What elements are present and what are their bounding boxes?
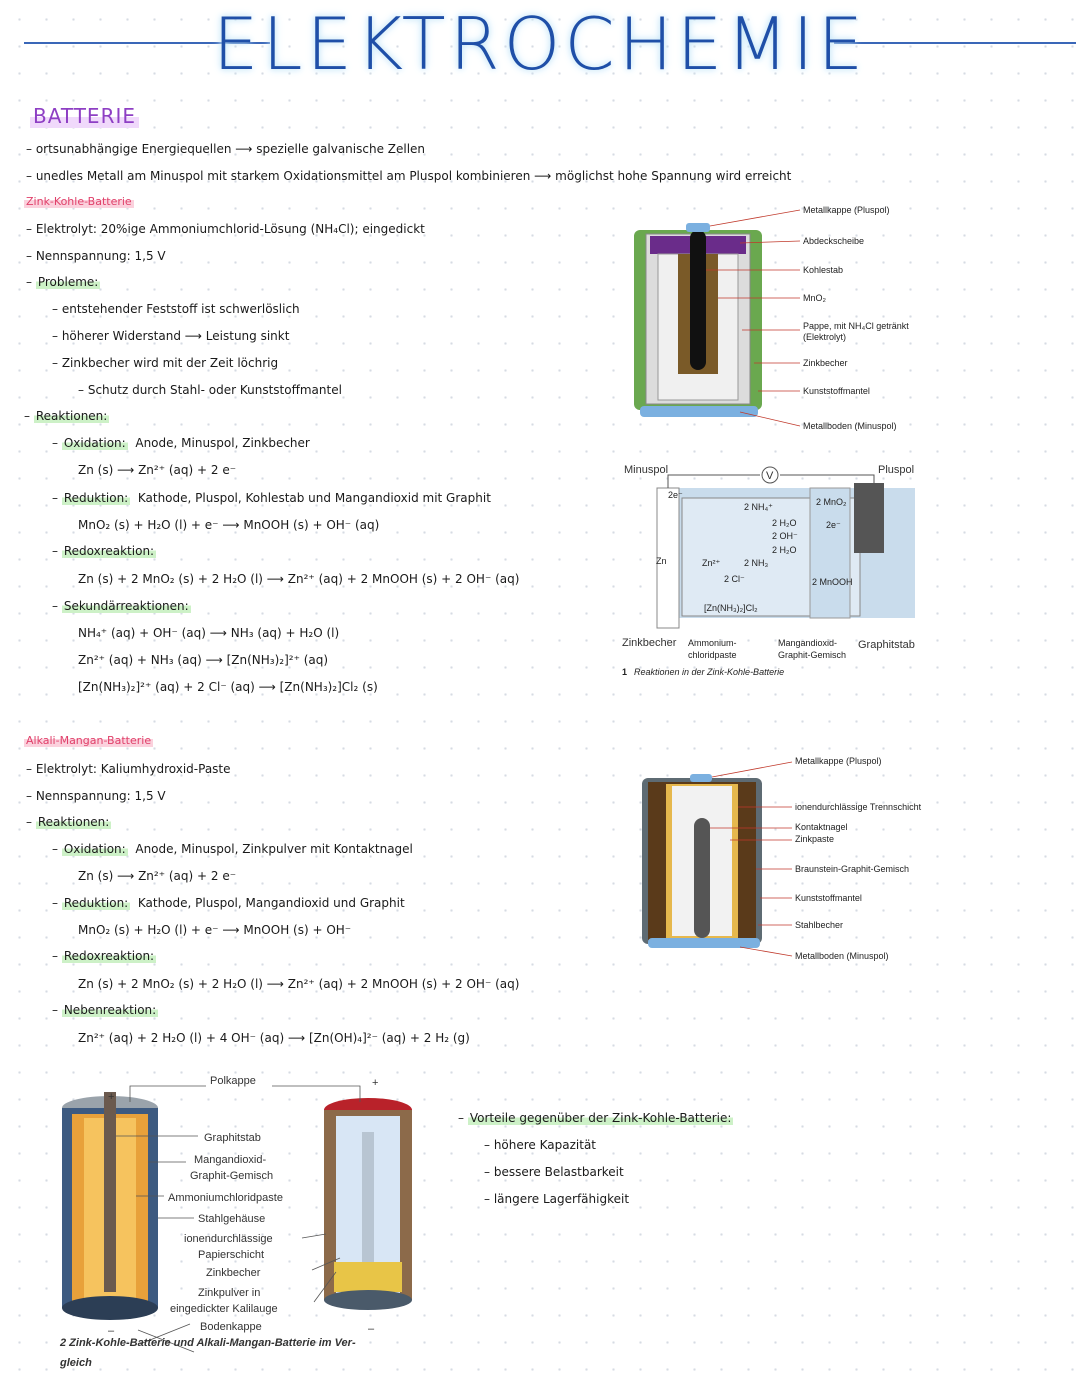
shape-kontaktnagel — [694, 818, 710, 938]
fig4-ionen-2: Papierschicht — [198, 1249, 265, 1261]
fig4-polkappe: Polkappe — [210, 1075, 256, 1087]
zk-sekundaer — [52, 599, 191, 613]
fig4-minus-left: – — [108, 1325, 115, 1337]
am-oxidation — [52, 842, 413, 856]
am-red-text: Kathode, Pluspol, Mangandioxid und Graphit — [137, 896, 405, 910]
fig1-label-abdeckscheibe: Abdeckscheibe — [803, 236, 865, 246]
am-ox-text: Anode, Minuspol, Zinkpulver mit Kontaktnagel — [135, 842, 413, 856]
fig1-label-kunststoffmantel: Kunststoffmantel — [803, 386, 870, 396]
vorteile-heading-text: Vorteile gegenüber der Zink-Kohle-Batterie: — [469, 1111, 732, 1125]
fig2-v: V — [766, 470, 774, 482]
fig2-ammonium-2: chloridpaste — [688, 650, 737, 660]
section-heading-batterie: BATTERIE — [30, 104, 139, 128]
shape-am-kontaktnagel — [362, 1132, 374, 1282]
am-redox-equation: Zn (s) + 2 MnO₂ (s) + 2 H₂O (l) ⟶ Zn²⁺ (aq) + 2 MnOOH (s) + 2 OH⁻ (aq) — [78, 977, 520, 991]
heading-zink-kohle: Zink-Kohle-Batterie — [26, 195, 132, 208]
zk-red-text: Kathode, Pluspol, Kohlestab und Mangandioxid mit Graphit — [137, 491, 491, 505]
am-red-equation: MnO₂ (s) + H₂O (l) + e⁻ ⟶ MnOOH (s) + OH⁻ — [78, 923, 352, 937]
zk-probleme-text: Probleme: — [37, 275, 99, 289]
fig1-label-elektrolyt: (Elektrolyt) — [803, 332, 847, 342]
am-neben-label: Nebenreaktion: — [63, 1003, 157, 1017]
wire-right — [780, 475, 874, 483]
shape-metallboden-am — [648, 938, 760, 948]
heading-alkali-mangan: Alkali-Mangan-Batterie — [26, 734, 152, 747]
vorteile-item-2: – bessere Belastbarkeit — [484, 1165, 624, 1179]
shape-am-trennschicht — [334, 1262, 402, 1292]
fig3-label-braunstein: Braunstein-Graphit-Gemisch — [795, 864, 910, 874]
fig2-oh: 2 OH⁻ — [772, 531, 798, 541]
fig2-cl: 2 Cl⁻ — [724, 574, 745, 584]
am-redox-label: Redoxreaktion: — [63, 949, 155, 963]
zk-sek-eq-1: NH₄⁺ (aq) + OH⁻ (aq) ⟶ NH₃ (aq) + H₂O (l) — [78, 626, 340, 640]
fig4-ammonium: Ammoniumchloridpaste — [168, 1192, 283, 1204]
fig2-caption: Reaktionen in der Zink-Kohle-Batterie — [634, 667, 785, 677]
fig2-h2o-1: 2 H₂O — [772, 518, 797, 528]
am-ox-equation: Zn (s) ⟶ Zn²⁺ (aq) + 2 e⁻ — [78, 869, 237, 883]
fig3-label-kunststoffmantel: Kunststoffmantel — [795, 893, 862, 903]
fig1-label-metallboden: Metallboden (Minuspol) — [803, 421, 897, 431]
am-reaktionen-text: Reaktionen: — [37, 815, 110, 829]
fig4-stahl: Stahlgehäuse — [198, 1213, 266, 1225]
zk-ox-equation: Zn (s) ⟶ Zn²⁺ (aq) + 2 e⁻ — [78, 463, 237, 477]
zk-elektrolyt: – Elektrolyt: 20%ige Ammoniumchlorid-Lösung (NH₄Cl); eingedickt — [26, 222, 425, 236]
intro-line-2: – unedles Metall am Minuspol mit starkem Oxidationsmittel am Pluspol kombinieren ⟶ möglichst hohe Spannung wird erreicht — [26, 169, 791, 183]
fig2-mangan-2: Graphit-Gemisch — [778, 650, 847, 660]
shape-zk-graphitstab — [104, 1092, 116, 1292]
fig4-ionen-1: ionendurchlässige — [184, 1233, 273, 1245]
fig3-label-stahlbecher: Stahlbecher — [795, 920, 844, 930]
fig2-h2o-2: 2 H₂O — [772, 545, 797, 555]
fig1-label-mno2: MnO₂ — [803, 293, 826, 303]
zk-redox-equation: Zn (s) + 2 MnO₂ (s) + 2 H₂O (l) ⟶ Zn²⁺ (aq) + 2 MnOOH (s) + 2 OH⁻ (aq) — [78, 572, 520, 586]
am-reaktionen-label — [26, 815, 111, 829]
fig4-zinkpulver-1: Zinkpulver in — [198, 1287, 261, 1299]
am-elektrolyt: – Elektrolyt: Kaliumhydroxid-Paste — [26, 762, 231, 776]
zk-sek-eq-3: [Zn(NH₃)₂]²⁺ (aq) + 2 Cl⁻ (aq) ⟶ [Zn(NH₃)₂]Cl₂ (s) — [78, 680, 378, 694]
fig2-e-left: 2e⁻ — [668, 490, 683, 500]
fig2-complex: [Zn(NH₃)₂]Cl₂ — [704, 603, 758, 613]
fig2-minuspol: Minuspol — [624, 464, 669, 476]
fig2-caption-num: 1 — [622, 667, 628, 677]
shape-kohlestab — [690, 230, 706, 370]
fig4-mangan-2: Graphit-Gemisch — [190, 1170, 274, 1182]
shape-metallkappe — [686, 223, 710, 232]
fig4-zinkpulver-2: eingedickter Kalilauge — [170, 1303, 278, 1315]
fig3-label-zinkpaste: Zinkpaste — [795, 834, 835, 844]
am-redox — [52, 949, 156, 963]
zk-problem-2: – höherer Widerstand ⟶ Leistung sinkt — [52, 329, 289, 343]
wire-left — [668, 475, 760, 488]
shape-metallboden — [640, 406, 758, 417]
zk-sek-label: Sekundärreaktionen: — [63, 599, 189, 613]
fig4-plus-left: + — [108, 1091, 115, 1103]
zk-red-equation: MnO₂ (s) + H₂O (l) + e⁻ ⟶ MnOOH (s) + OH⁻ (aq) — [78, 518, 380, 532]
fig2-zn: Zn — [656, 556, 667, 566]
vorteile-item-3: – längere Lagerfähigkeit — [484, 1192, 629, 1206]
fig2-mno2: 2 MnO₂ — [816, 497, 847, 507]
zk-sek-eq-2: Zn²⁺ (aq) + NH₃ (aq) ⟶ [Zn(NH₃)₂]²⁺ (aq) — [78, 653, 329, 667]
page-title: ELEKTROCHEMIE — [212, 2, 868, 86]
fig3-label-metallkappe: Metallkappe (Pluspol) — [795, 756, 882, 766]
zk-redox — [52, 544, 156, 558]
fig2-pluspol: Pluspol — [878, 464, 915, 476]
zk-reduktion — [52, 491, 491, 505]
fig4-graphitstab: Graphitstab — [204, 1132, 261, 1144]
fig1-label-zinkbecher: Zinkbecher — [803, 358, 848, 368]
fig4-zinkbecher: Zinkbecher — [206, 1267, 261, 1279]
fig4-mangan-1: Mangandioxid- — [194, 1154, 267, 1166]
am-ox-label: Oxidation: — [63, 842, 126, 856]
zk-problem-4: – Schutz durch Stahl- oder Kunststoffmantel — [78, 383, 342, 397]
zk-problem-1: – entstehender Feststoff ist schwerlöslich — [52, 302, 300, 316]
fig2-nh4: 2 NH₄⁺ — [744, 502, 773, 512]
zk-ox-text: Anode, Minuspol, Zinkbecher — [135, 436, 310, 450]
zk-ox-label: Oxidation: — [63, 436, 126, 450]
shape-metallkappe-am — [690, 774, 712, 782]
fig2-mangan-1: Mangandioxid- — [778, 638, 838, 648]
fig3-label-trennschicht: ionendurchlässige Trennschicht — [795, 802, 922, 812]
am-nennspannung: – Nennspannung: 1,5 V — [26, 789, 166, 803]
zk-red-label: Reduktion: — [63, 491, 129, 505]
fig2-e-right: 2e⁻ — [826, 520, 841, 530]
zk-reaktionen-label — [24, 409, 109, 423]
fig1-label-metallkappe: Metallkappe (Pluspol) — [803, 205, 890, 215]
vorteile-heading — [458, 1111, 733, 1125]
figure-reaktionen-zink-kohle — [620, 458, 920, 684]
fig2-ammonium-1: Ammonium- — [688, 638, 737, 648]
fig3-label-kontaktnagel: Kontaktnagel — [795, 822, 848, 832]
am-red-label: Reduktion: — [63, 896, 129, 910]
fig4-caption: 2 Zink-Kohle-Batterie und Alkali-Mangan-Batterie im Ver- — [60, 1337, 356, 1349]
shape-graphitstab — [854, 483, 884, 553]
fig2-mnooh: 2 MnOOH — [812, 577, 853, 587]
vorteile-item-1: – höhere Kapazität — [484, 1138, 596, 1152]
shape-mangan — [810, 488, 850, 618]
fig1-label-kohlestab: Kohlestab — [803, 265, 844, 275]
zk-problem-3: – Zinkbecher wird mit der Zeit löchrig — [52, 356, 278, 370]
zk-oxidation — [52, 436, 310, 450]
zk-reaktionen-text: Reaktionen: — [35, 409, 108, 423]
fig2-zinkbecher: Zinkbecher — [622, 637, 677, 649]
figure-zink-kohle-schnitt — [620, 198, 940, 438]
zk-nennspannung: – Nennspannung: 1,5 V — [26, 249, 166, 263]
figure-vergleich-batterien — [50, 1062, 430, 1376]
fig4-bodenkappe: Bodenkappe — [200, 1321, 262, 1333]
fig2-graphitstab: Graphitstab — [858, 639, 915, 651]
figure-alkali-mangan-schnitt — [630, 750, 930, 964]
am-reduktion — [52, 896, 405, 910]
fig2-nh3: 2 NH₃ — [744, 558, 769, 568]
zk-redox-label: Redoxreaktion: — [63, 544, 155, 558]
fig4-plus-right: + — [372, 1077, 379, 1089]
intro-line-1: – ortsunabhängige Energiequellen ⟶ spezielle galvanische Zellen — [26, 142, 425, 156]
fig4-caption-2: gleich — [60, 1357, 92, 1369]
fig1-label-pappe: Pappe, mit NH₄Cl getränkt — [803, 321, 909, 331]
am-neben-equation: Zn²⁺ (aq) + 2 H₂O (l) + 4 OH⁻ (aq) ⟶ [Zn(OH)₄]²⁻ (aq) + 2 H₂ (g) — [78, 1031, 470, 1045]
fig2-zn2: Zn²⁺ — [702, 558, 721, 568]
zk-probleme-label — [26, 275, 100, 289]
fig4-minus-right: – — [368, 1323, 375, 1335]
am-neben — [52, 1003, 158, 1017]
fig3-label-metallboden: Metallboden (Minuspol) — [795, 951, 889, 961]
